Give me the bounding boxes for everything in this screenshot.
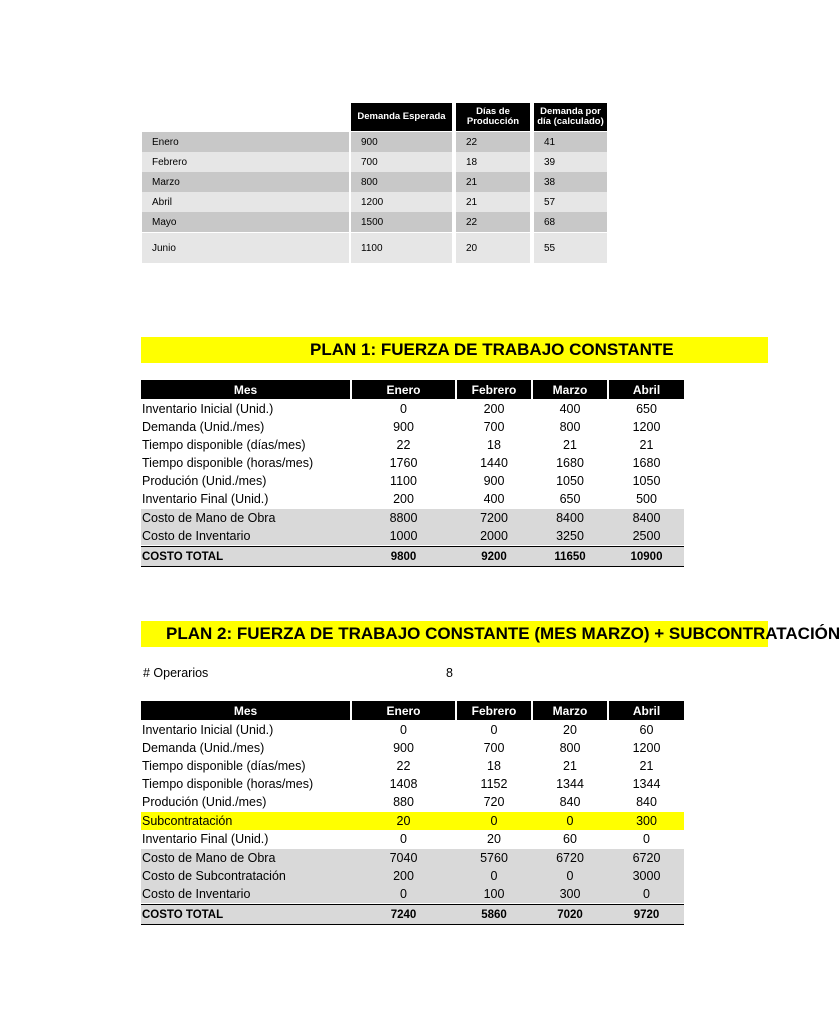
row-label: Inventario Inicial (Unid.) — [142, 723, 274, 737]
header-marzo: Marzo — [533, 380, 607, 399]
value-enero: 9800 — [390, 550, 417, 563]
table-row — [141, 793, 684, 811]
value-enero: 7040 — [389, 851, 418, 865]
value-febrero: 9200 — [481, 550, 507, 563]
value-abril: 9720 — [633, 908, 660, 921]
days-cell: 18 — [456, 152, 530, 172]
value-enero: 900 — [393, 420, 414, 434]
header-abril: Abril — [609, 380, 684, 399]
value-enero: 880 — [393, 795, 414, 809]
value-enero: 1760 — [389, 456, 418, 470]
value-abril: 0 — [643, 832, 650, 846]
table-row — [141, 849, 684, 867]
month-cell: Enero — [142, 132, 349, 152]
value-febrero: 700 — [483, 741, 505, 755]
value-marzo: 20 — [563, 723, 577, 737]
demand-cell: 800 — [351, 172, 452, 192]
value-enero: 1000 — [389, 529, 418, 543]
value-abril: 300 — [636, 814, 657, 828]
table-row — [141, 509, 684, 527]
demand-cell: 900 — [351, 132, 452, 152]
table-row — [141, 757, 684, 775]
value-febrero: 200 — [483, 402, 505, 416]
days-cell: 22 — [456, 212, 530, 232]
per-day-cell: 55 — [534, 233, 607, 263]
value-abril: 1200 — [632, 741, 661, 755]
value-enero: 0 — [400, 723, 407, 737]
value-marzo: 0 — [566, 869, 574, 883]
row-label: Demanda (Unid./mes) — [142, 741, 265, 755]
header-febrero: Febrero — [457, 380, 531, 399]
header-marzo: Marzo — [533, 701, 607, 720]
value-enero: 1408 — [389, 777, 418, 791]
value-marzo: 21 — [563, 759, 577, 773]
demand-cell: 1200 — [351, 192, 452, 212]
value-marzo: 8400 — [556, 511, 584, 525]
header-enero: Enero — [352, 380, 455, 399]
value-enero: 0 — [400, 887, 407, 901]
row-label: Produción (Unid./mes) — [142, 795, 267, 809]
table-row — [141, 436, 684, 454]
value-marzo: 300 — [559, 887, 581, 901]
value-enero: 0 — [400, 832, 407, 846]
row-label: Subcontratación — [142, 814, 233, 828]
value-abril: 2500 — [632, 529, 661, 543]
demand-cell: 700 — [351, 152, 452, 172]
value-marzo: 1680 — [556, 456, 584, 470]
demand-cell: 1100 — [351, 233, 452, 263]
table-row — [142, 172, 607, 192]
operarios-label: # Operarios — [143, 666, 209, 680]
row-label: Inventario Final (Unid.) — [142, 492, 269, 506]
table-row — [142, 212, 607, 232]
value-marzo: 650 — [559, 492, 581, 506]
month-cell: Marzo — [142, 172, 349, 192]
days-cell: 21 — [456, 192, 530, 212]
subcontratacion-row — [141, 812, 684, 830]
row-label: COSTO TOTAL — [142, 550, 224, 563]
value-abril: 6720 — [632, 851, 661, 865]
value-marzo: 0 — [566, 814, 574, 828]
table-row — [142, 132, 607, 152]
per-day-cell: 57 — [534, 192, 607, 212]
plan1-table — [141, 380, 684, 568]
value-abril: 1680 — [632, 456, 661, 470]
value-enero: 8800 — [389, 511, 418, 525]
value-abril: 3000 — [632, 869, 661, 883]
header-dias-produccion: Días de Producción — [456, 103, 530, 131]
operarios-value: 8 — [446, 666, 453, 680]
value-febrero: 720 — [483, 795, 505, 809]
value-enero: 200 — [393, 869, 414, 883]
total-row — [141, 904, 684, 925]
month-cell: Junio — [142, 233, 349, 263]
row-label: Costo de Mano de Obra — [142, 511, 276, 525]
value-enero: 22 — [396, 438, 411, 452]
table-row — [141, 721, 684, 739]
per-day-cell: 39 — [534, 152, 607, 172]
value-enero: 7240 — [390, 908, 417, 921]
month-cell: Abril — [142, 192, 349, 212]
row-label: Costo de Subcontratación — [142, 869, 286, 883]
header-demanda-por-dia: Demanda por día (calculado) — [534, 103, 607, 131]
value-abril: 21 — [639, 759, 654, 773]
value-enero: 1100 — [390, 474, 417, 488]
month-cell: Febrero — [142, 152, 349, 172]
table-row — [141, 400, 684, 418]
value-febrero: 700 — [483, 420, 505, 434]
table-row — [142, 233, 607, 263]
table-row — [142, 192, 607, 212]
value-marzo: 11650 — [554, 550, 586, 563]
value-marzo: 800 — [559, 741, 581, 755]
value-marzo: 7020 — [557, 908, 583, 921]
per-day-cell: 41 — [534, 132, 607, 152]
per-day-cell: 68 — [534, 212, 607, 232]
value-marzo: 6720 — [556, 851, 584, 865]
value-enero: 0 — [400, 402, 407, 416]
value-febrero: 0 — [490, 869, 498, 883]
days-cell: 21 — [456, 172, 530, 192]
value-enero: 22 — [396, 759, 411, 773]
value-enero: 900 — [393, 741, 414, 755]
value-febrero: 900 — [483, 474, 505, 488]
value-abril: 840 — [636, 795, 657, 809]
table-row — [141, 830, 684, 848]
value-febrero: 2000 — [480, 529, 508, 543]
row-label: Produción (Unid./mes) — [142, 474, 267, 488]
row-label: Costo de Inventario — [142, 887, 251, 901]
table-row — [141, 418, 684, 436]
value-febrero: 100 — [483, 887, 505, 901]
per-day-cell: 38 — [534, 172, 607, 192]
table-row — [142, 152, 607, 172]
row-label: COSTO TOTAL — [142, 908, 224, 921]
header-abril: Abril — [609, 701, 684, 720]
days-cell: 20 — [456, 233, 530, 263]
plan2-table — [141, 701, 684, 927]
value-marzo: 800 — [559, 420, 581, 434]
value-febrero: 0 — [490, 814, 498, 828]
value-febrero: 18 — [487, 438, 501, 452]
header-mes: Mes — [141, 701, 350, 720]
table-row — [141, 885, 684, 903]
value-marzo: 3250 — [556, 529, 584, 543]
plan2-title: PLAN 2: FUERZA DE TRABAJO CONSTANTE (MES MARZO) + SUBCONTRATACIÓN — [166, 624, 840, 643]
value-febrero: 5760 — [480, 851, 508, 865]
row-label: Costo de Mano de Obra — [142, 851, 276, 865]
table-row — [141, 454, 684, 472]
demand-cell: 1500 — [351, 212, 452, 232]
value-febrero: 1440 — [480, 456, 508, 470]
value-abril: 8400 — [632, 511, 661, 525]
value-marzo: 21 — [563, 438, 577, 452]
value-febrero: 20 — [487, 832, 501, 846]
row-label: Tiempo disponible (horas/mes) — [142, 456, 314, 470]
row-label: Tiempo disponible (horas/mes) — [142, 777, 314, 791]
value-abril: 650 — [636, 402, 657, 416]
value-marzo: 1050 — [556, 474, 584, 488]
value-enero: 200 — [393, 492, 414, 506]
value-abril: 1050 — [632, 474, 661, 488]
table-row — [141, 527, 684, 545]
value-abril: 21 — [639, 438, 654, 452]
month-cell: Mayo — [142, 212, 349, 232]
row-label: Tiempo disponible (días/mes) — [142, 438, 306, 452]
value-enero: 20 — [396, 814, 411, 828]
row-label: Tiempo disponible (días/mes) — [142, 759, 306, 773]
table-row — [141, 775, 684, 793]
value-febrero: 18 — [487, 759, 501, 773]
value-abril: 10900 — [630, 550, 663, 563]
total-row — [141, 546, 684, 567]
plan1-title: PLAN 1: FUERZA DE TRABAJO CONSTANTE — [310, 340, 674, 359]
value-febrero: 1152 — [480, 777, 508, 791]
value-febrero: 0 — [490, 723, 498, 737]
value-febrero: 7200 — [480, 511, 508, 525]
days-cell: 22 — [456, 132, 530, 152]
header-demanda-esperada: Demanda Esperada — [351, 103, 452, 131]
value-febrero: 5860 — [481, 908, 507, 921]
header-mes: Mes — [141, 380, 350, 399]
value-abril: 500 — [636, 492, 657, 506]
row-label: Demanda (Unid./mes) — [142, 420, 265, 434]
value-marzo: 400 — [559, 402, 581, 416]
row-label: Inventario Inicial (Unid.) — [142, 402, 274, 416]
value-marzo: 1344 — [556, 777, 584, 791]
value-febrero: 400 — [483, 492, 505, 506]
table-row — [141, 490, 684, 508]
value-marzo: 60 — [563, 832, 577, 846]
plan2-title-banner — [141, 621, 840, 647]
header-enero: Enero — [352, 701, 455, 720]
plan1-title-banner — [141, 337, 768, 363]
row-label: Inventario Final (Unid.) — [142, 832, 269, 846]
row-label: Costo de Inventario — [142, 529, 251, 543]
value-marzo: 840 — [559, 795, 581, 809]
table-row — [141, 739, 684, 757]
header-febrero: Febrero — [457, 701, 531, 720]
value-abril: 0 — [643, 887, 650, 901]
value-abril: 1200 — [632, 420, 661, 434]
value-abril: 1344 — [632, 777, 661, 791]
table-row — [141, 472, 684, 490]
table-row — [141, 867, 684, 885]
value-abril: 60 — [639, 723, 654, 737]
